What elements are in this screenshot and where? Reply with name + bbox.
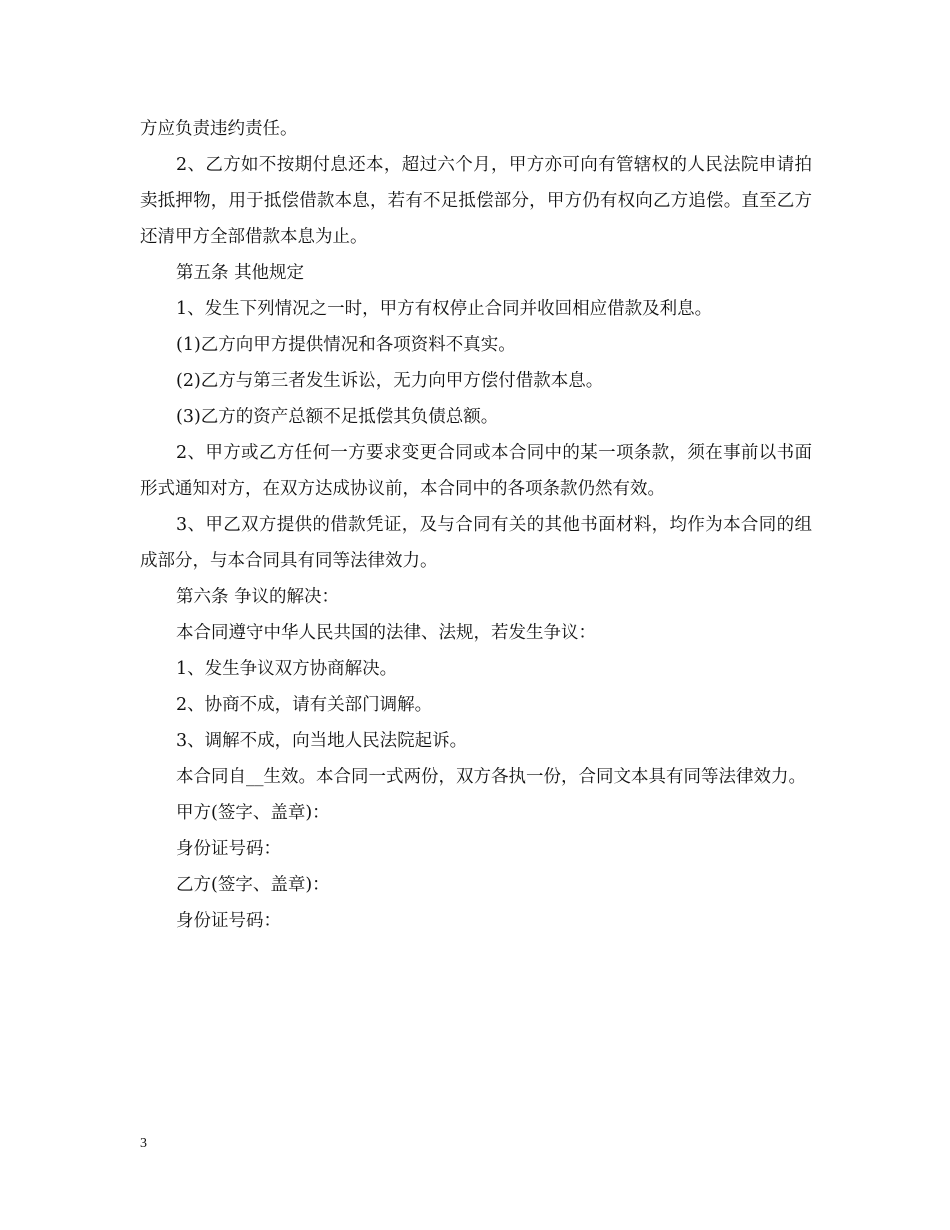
list-item-condition-2: (2)乙方与第三者发生诉讼，无力向甲方偿付借款本息。 — [176, 371, 604, 391]
heading-article-5: 第五条 其他规定 — [176, 263, 305, 283]
paragraph-governing-law: 本合同遵守中华人民共国的法律、法规，若发生争议： — [176, 623, 596, 643]
id-number-party-a: 身份证号码： — [176, 839, 281, 859]
signature-party-b: 乙方(签字、盖章)： — [176, 875, 330, 895]
heading-article-6: 第六条 争议的解决： — [176, 587, 340, 607]
list-item-dispute-3: 3、调解不成，向当地人民法院起诉。 — [176, 731, 468, 751]
paragraph-breach-liability: 方应负责违约责任。 — [140, 119, 298, 139]
list-item-condition-3: (3)乙方的资产总额不足抵偿其负债总额。 — [176, 407, 499, 427]
paragraph-effective-date: 本合同自__生效。本合同一式两份，双方各执一份，合同文本具有同等法律效力。 — [176, 767, 806, 787]
id-number-party-b: 身份证号码： — [176, 911, 281, 931]
paragraph-supporting-documents: 3、甲乙双方提供的借款凭证，及与合同有关的其他书面材料，均作为本合同的组成部分，与本合同具有同等法律效力。 — [140, 515, 812, 571]
page-number: 3 — [140, 1136, 147, 1151]
document-body — [140, 111, 812, 939]
list-item-condition-1: (1)乙方向甲方提供情况和各项资料不真实。 — [176, 335, 516, 355]
paragraph-auction-collateral: 2、乙方如不按期付息还本，超过六个月，甲方亦可向有管辖权的人民法院申请拍卖抵押物，用于抵偿借款本息，若有不足抵偿部分，甲方仍有权向乙方追偿。直至乙方还清甲方全部借款本息为止。 — [140, 155, 812, 247]
paragraph-termination-conditions: 1、发生下列情况之一时，甲方有权停止合同并收回相应借款及利息。 — [176, 299, 713, 319]
list-item-dispute-2: 2、协商不成，请有关部门调解。 — [176, 695, 433, 715]
paragraph-contract-change: 2、甲方或乙方任何一方要求变更合同或本合同中的某一项条款，须在事前以书面形式通知对方，在双方达成协议前，本合同中的各项条款仍然有效。 — [140, 443, 812, 499]
list-item-dispute-1: 1、发生争议双方协商解决。 — [176, 659, 398, 679]
signature-party-a: 甲方(签字、盖章)： — [176, 803, 330, 823]
